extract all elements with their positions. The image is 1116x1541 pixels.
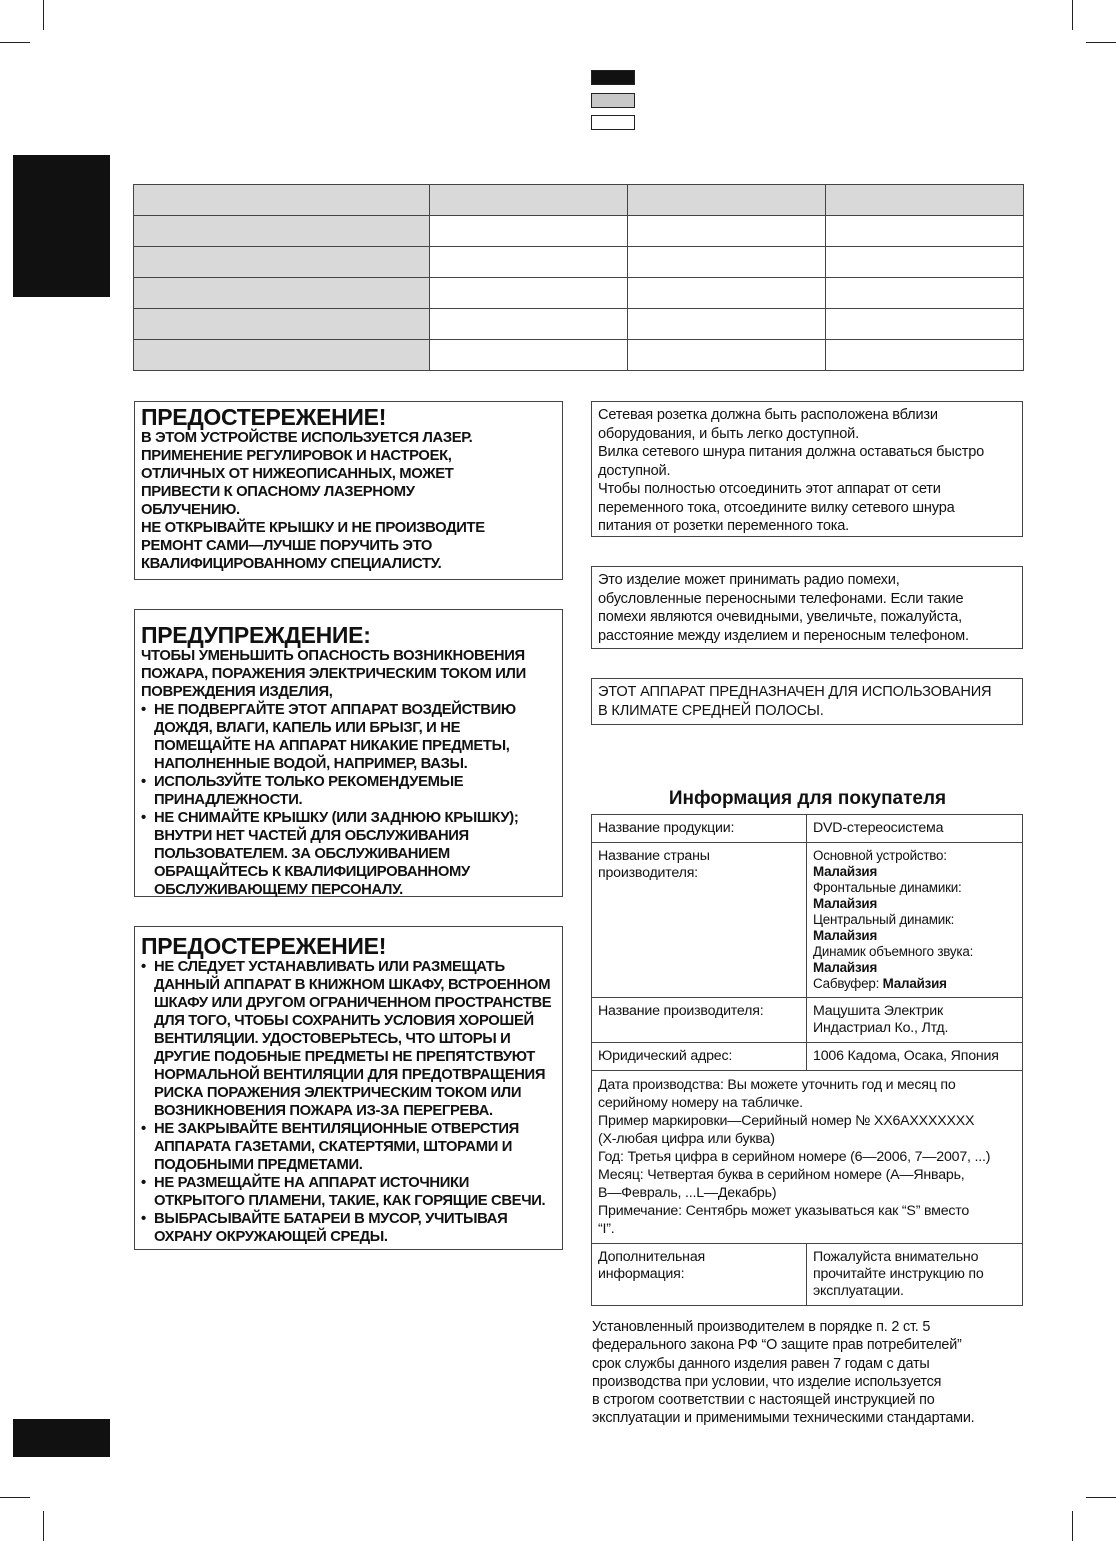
side-tab — [13, 155, 110, 297]
list-item: • ВЫБРАСЫВАЙТЕ БАТАРЕИ В МУСОР, УЧИТЫВАЯ ОХРАНУ ОКРУЖАЮЩЕЙ СРЕДЫ. — [141, 1210, 556, 1246]
fire-warning-box — [134, 609, 563, 897]
crop-mark — [1086, 1497, 1116, 1498]
table-row: Название страны производителя: Основной устройство: Малайзия Фронтальные динамики: Малайзия Центральный динамик: Малайзия Динамик объемного звука: Малайзия Сабвуфер: Малайзия — [592, 843, 1023, 998]
socket-note-box: Сетевая розетка должна быть расположена вблизи оборудования, и быть легко доступной. Вилка сетевого шнура питания должна оставаться быстро доступной. Чтобы полностью отсоединить этот аппарат от сети переменного тока, отсоедините вилку сетевого шнура питания от розетки переменного тока. — [591, 401, 1023, 537]
table-row — [134, 185, 1024, 216]
list-item: • ИСПОЛЬЗУЙТЕ ТОЛЬКО РЕКОМЕНДУЕМЫЕ ПРИНАДЛЕЖНОСТИ. — [141, 773, 556, 809]
fire-warning-text: ЧТОБЫ УМЕНЬШИТЬ ОПАСНОСТЬ ВОЗНИКНОВЕНИЯ ПОЖАРА, ПОРАЖЕНИЯ ЭЛЕКТРИЧЕСКИМ ТОКОМ ИЛИ ПОВРЕЖДЕНИЯ ИЗДЕЛИЯ, • НЕ ПОДВЕРГАЙТЕ ЭТОТ АППАРАТ ВОЗДЕЙСТВИЮ ДОЖДЯ, ВЛАГИ, КАПЕЛЬ ИЛИ БРЫЗГ, И НЕ ПОМЕЩАЙТЕ НА АППАРАТ НИКАКИЕ ПРЕДМЕТЫ, НАПОЛНЕННЫЕ ВОДОЙ, НАПРИМЕР, ВАЗЫ. • ИСПОЛЬЗУЙТЕ ТОЛЬКО РЕКОМЕНДУЕМЫЕ ПРИНАДЛЕЖНОСТИ. • НЕ СНИМАЙТЕ КРЫШКУ (ИЛИ ЗАДНЮЮ КРЫШКУ); ВНУТРИ НЕТ ЧАСТЕЙ ДЛЯ ОБСЛУЖИВАНИЯ ПОЛЬЗОВАТЕЛЕМ. ЗА ОБСЛУЖИВАНИЕМ ОБРАЩАЙТЕСЬ К КВАЛИФИЦИРОВАННОМУ ОБСЛУЖИВАЮЩЕМУ ПЕРСОНАЛУ. — [141, 647, 556, 899]
table-row: Дата производства: Вы можете уточнить год и месяц по серийному номеру на табличке. Пример маркировки—Серийный номер № XX6AXXXXXXX (X-любая цифра или буква) Год: Третья цифра в серийном номере (6—2006, 7—2007, ...) Месяц: Четвертая буква в серийном номере (A—Январь, B—Февраль, ...L—Декабрь) Примечание: Сентябрь может указываться как “S” вместо “I”. — [592, 1071, 1023, 1244]
ventilation-warning-text — [141, 958, 556, 1246]
list-item: • НЕ СЛЕДУЕТ УСТАНАВЛИВАТЬ ИЛИ РАЗМЕЩАТЬ ДАННЫЙ АППАРАТ В КНИЖНОМ ШКАФУ, ВСТРОЕННОМ ШКАФУ ИЛИ ДРУГОМ ОГРАНИЧЕННОМ ПРОСТРАНСТВЕ ДЛЯ ТОГО, ЧТОБЫ СОХРАНИТЬ УСЛОВИЯ ХОРОШЕЙ ВЕНТИЛЯЦИИ. УДОСТОВЕРЬТЕСЬ, ЧТО ШТОРЫ И ДРУГИЕ ПОДОБНЫЕ ПРЕДМЕТЫ НЕ ПРЕПЯТСТВУЮТ НОРМАЛЬНОЙ ВЕНТИЛЯЦИИ ДЛЯ ПРЕДОТВРАЩЕНИЯ РИСКА ПОРАЖЕНИЯ ЭЛЕКТРИЧЕСКИМ ТОКОМ ИЛИ ВОЗНИКНОВЕНИЯ ПОЖАРА ИЗ-ЗА ПЕРЕГРЕВА. — [141, 958, 556, 1120]
spec-table — [133, 184, 1024, 371]
service-life-text: Установленный производителем в порядке п. 2 ст. 5 федерального закона РФ “О защите прав потребителей” срок службы данного изделия равен 7 годам с даты производства при условии, что изделие используется в строгом соответствии с настоящей инструкцией по эксплуатации и применимыми техническими стандартами. — [592, 1319, 975, 1427]
ventilation-warning-title: ПРЕДОСТЕРЕЖЕНИЕ! — [141, 933, 387, 959]
table-row — [134, 247, 1024, 278]
ventilation-warning-box — [134, 926, 563, 1250]
table-row — [134, 340, 1024, 371]
laser-warning-title: ПРЕДОСТЕРЕЖЕНИЕ! — [141, 404, 387, 430]
table-row: Юридический адрес: 1006 Кадома, Осака, Япония — [592, 1043, 1023, 1071]
crop-mark — [0, 42, 30, 43]
climate-note-box: ЭТОТ АППАРАТ ПРЕДНАЗНАЧЕН ДЛЯ ИСПОЛЬЗОВАНИЯ В КЛИМАТЕ СРЕДНЕЙ ПОЛОСЫ. — [591, 678, 1023, 725]
info-title: Информация для покупателя — [668, 788, 947, 809]
list-item: • НЕ РАЗМЕЩАЙТЕ НА АППАРАТ ИСТОЧНИКИ ОТКРЫТОГО ПЛАМЕНИ, ТАКИЕ, КАК ГОРЯЩИЕ СВЕЧИ. — [141, 1174, 556, 1210]
crop-mark — [0, 1497, 30, 1498]
crop-mark — [1086, 42, 1116, 43]
info-table — [591, 814, 1023, 1306]
laser-warning-text: В ЭТОМ УСТРОЙСТВЕ ИСПОЛЬЗУЕТСЯ ЛАЗЕР. ПРИМЕНЕНИЕ РЕГУЛИРОВОК И НАСТРОЕК, ОТЛИЧНЫХ ОТ НИЖЕОПИСАННЫХ, МОЖЕТ ПРИВЕСТИ К ОПАСНОМУ ЛАЗЕРНОМУ ОБЛУЧЕНИЮ. НЕ ОТКРЫВАЙТЕ КРЫШКУ И НЕ ПРОИЗВОДИТЕ РЕМОНТ САМИ—ЛУЧШЕ ПОРУЧИТЬ ЭТО КВАЛИФИЦИРОВАННОМУ СПЕЦИАЛИСТУ. — [141, 430, 485, 572]
list-item: • НЕ ПОДВЕРГАЙТЕ ЭТОТ АППАРАТ ВОЗДЕЙСТВИЮ ДОЖДЯ, ВЛАГИ, КАПЕЛЬ ИЛИ БРЫЗГ, И НЕ ПОМЕЩАЙТЕ НА АППАРАТ НИКАКИЕ ПРЕДМЕТЫ, НАПОЛНЕННЫЕ ВОДОЙ, НАПРИМЕР, ВАЗЫ. — [141, 701, 556, 773]
radio-note-box: Это изделие может принимать радио помехи, обусловленные переносными телефонами. Если такие помехи являются очевидными, увеличьте, пожалуйста, расстояние между изделием и переносным телефоном. — [591, 566, 1023, 649]
crop-mark — [1072, 0, 1073, 30]
list-item: • НЕ СНИМАЙТЕ КРЫШКУ (ИЛИ ЗАДНЮЮ КРЫШКУ); ВНУТРИ НЕТ ЧАСТЕЙ ДЛЯ ОБСЛУЖИВАНИЯ ПОЛЬЗОВАТЕЛЕМ. ЗА ОБСЛУЖИВАНИЕМ ОБРАЩАЙТЕСЬ К КВАЛИФИЦИРОВАННОМУ ОБСЛУЖИВАЮЩЕМУ ПЕРСОНАЛУ. — [141, 809, 556, 899]
table-row: Дополнительная информация: Пожалуйста внимательно прочитайте инструкцию по эксплуатации. — [592, 1244, 1023, 1306]
fire-warning-title: ПРЕДУПРЕЖДЕНИЕ: — [141, 622, 371, 648]
crop-mark — [1072, 1511, 1073, 1541]
swatch-black — [591, 70, 635, 85]
page-number-block — [13, 1419, 110, 1457]
swatch-gray — [591, 93, 635, 108]
table-row — [134, 216, 1024, 247]
swatch-white — [591, 115, 635, 130]
laser-warning-box — [134, 401, 563, 580]
table-row: Название продукции: DVD-стереосистема — [592, 815, 1023, 843]
list-item: • НЕ ЗАКРЫВАЙТЕ ВЕНТИЛЯЦИОННЫЕ ОТВЕРСТИЯ АППАРАТА ГАЗЕТАМИ, СКАТЕРТЯМИ, ШТОРАМИ И ПОДОБНЫМИ ПРЕДМЕТАМИ. — [141, 1120, 556, 1174]
crop-mark — [43, 0, 44, 30]
table-row — [134, 309, 1024, 340]
crop-mark — [43, 1511, 44, 1541]
table-row: Название производителя: Мацушита Электрик Индастриал Ко., Лтд. — [592, 998, 1023, 1043]
table-row — [134, 278, 1024, 309]
